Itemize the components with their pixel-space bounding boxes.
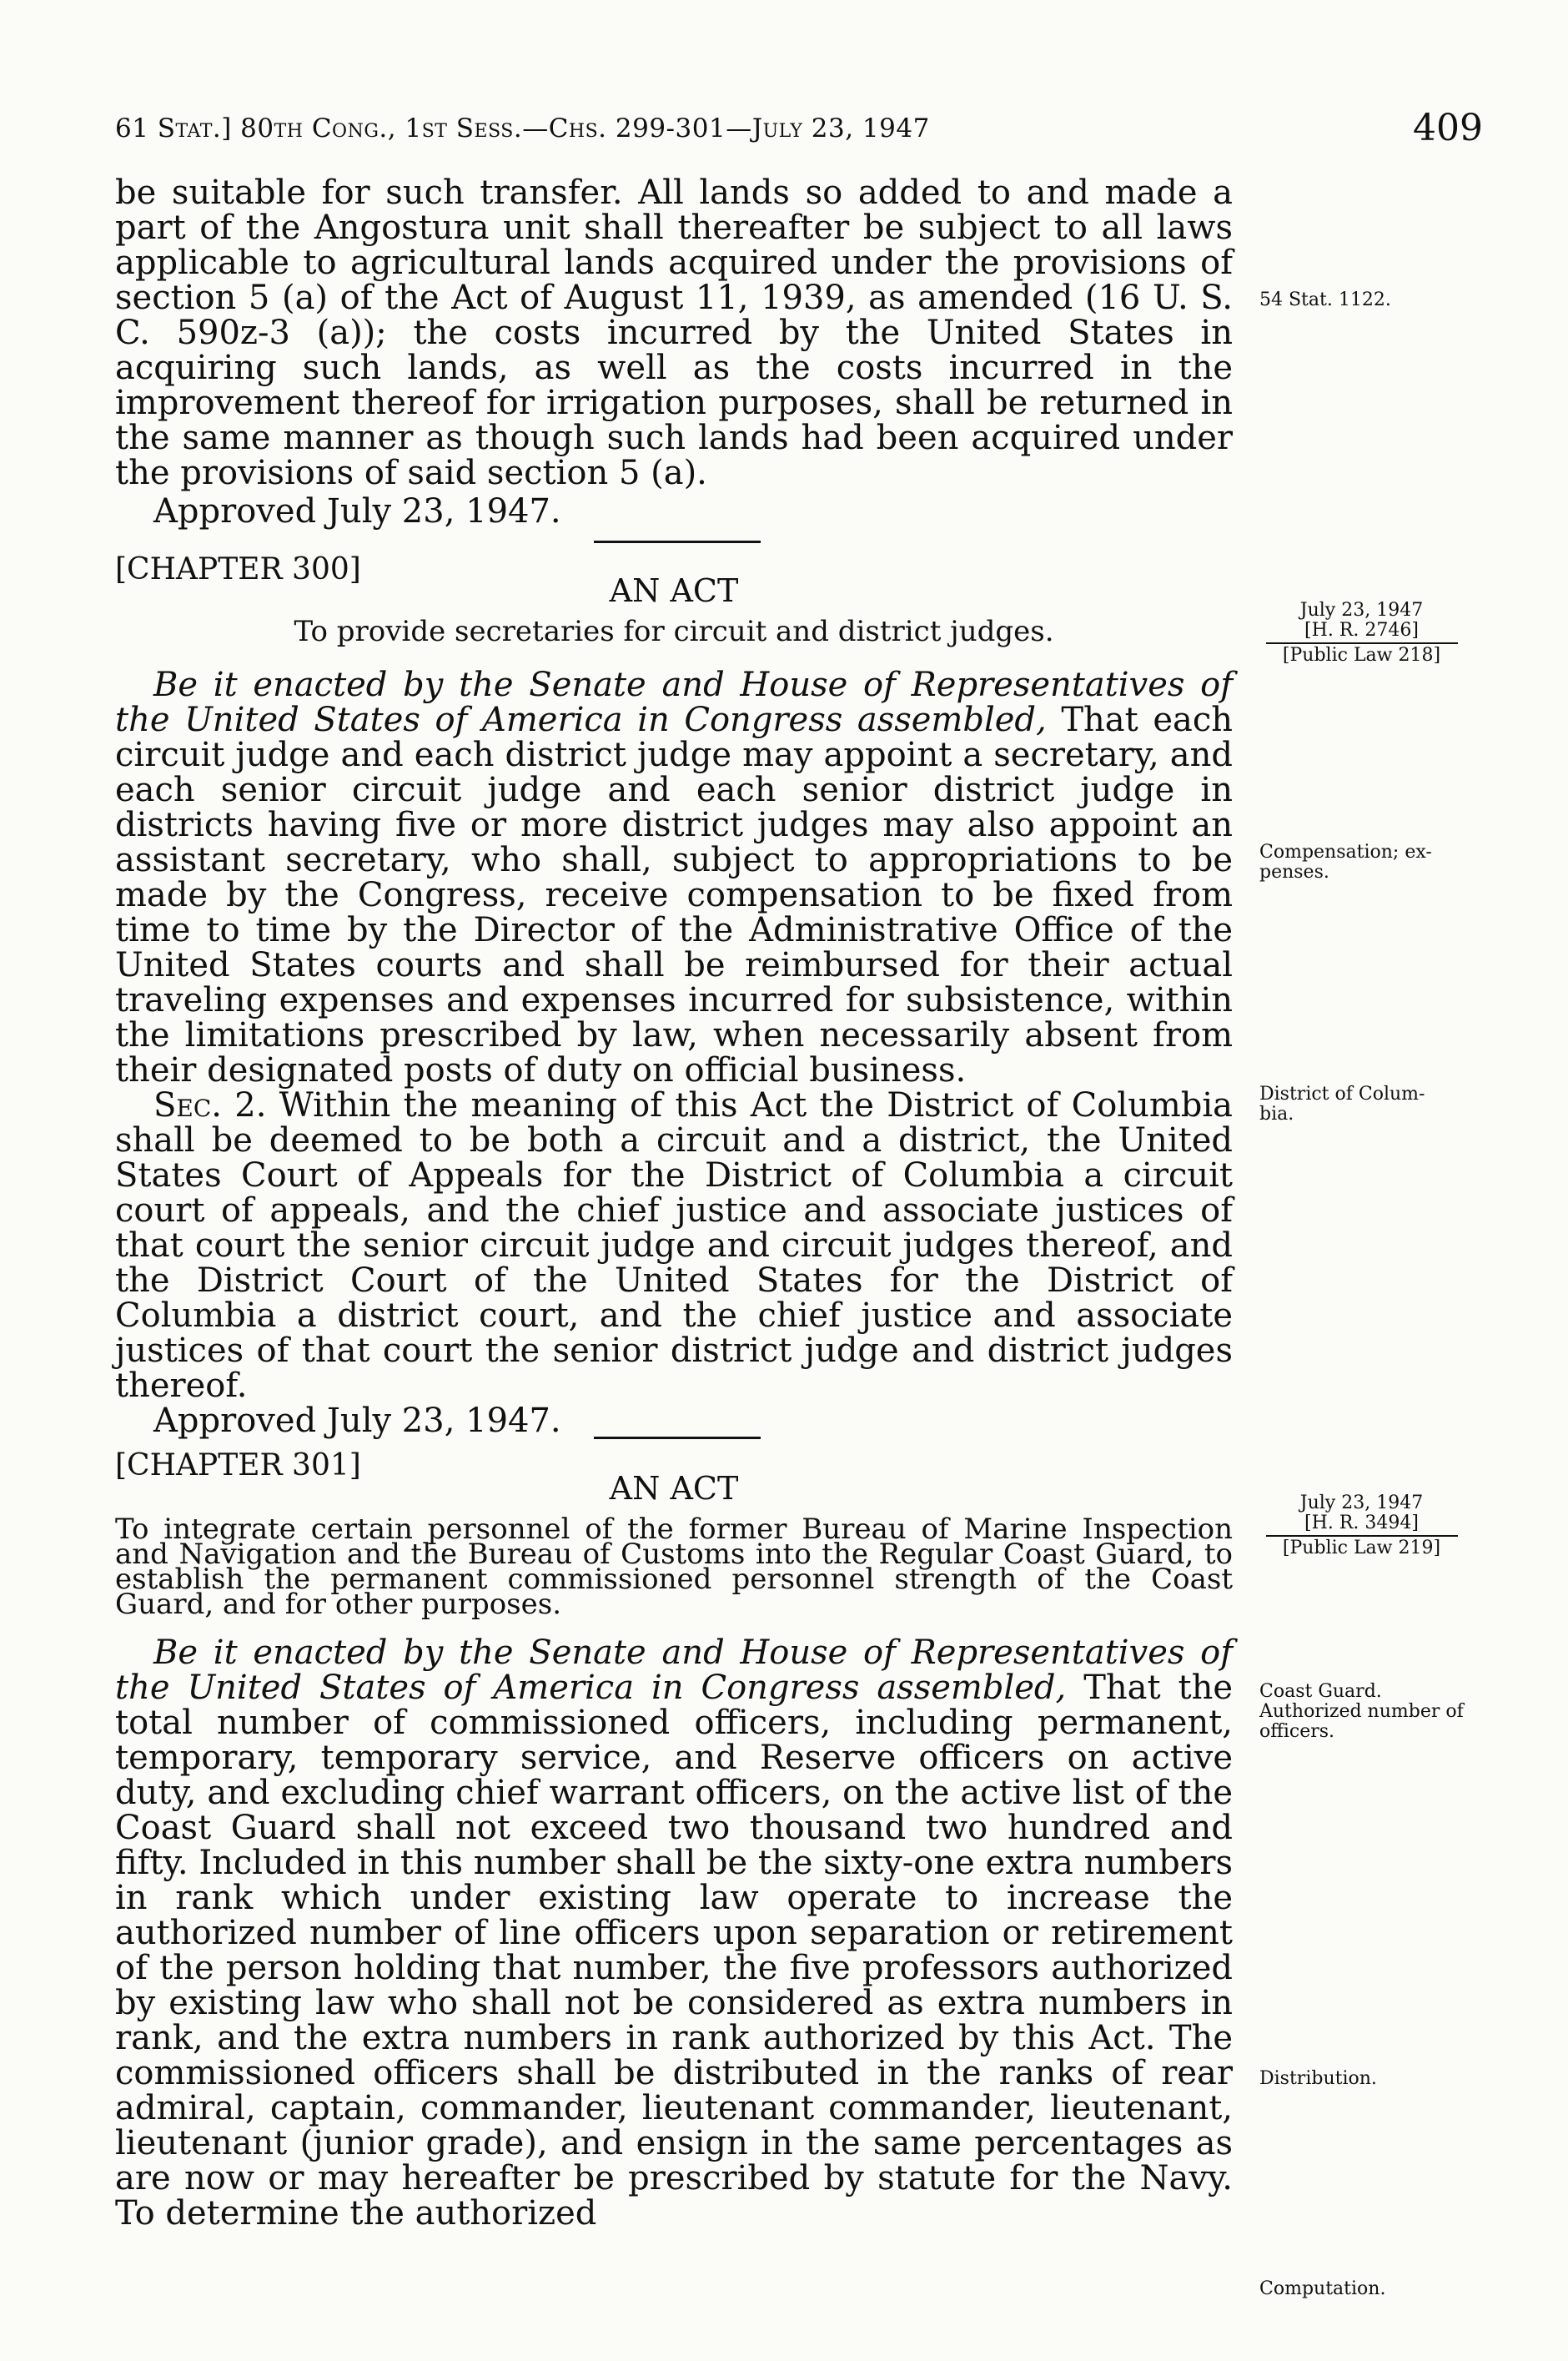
chapter-300-heading: [CHAPTER 300] <box>115 552 361 586</box>
margin-note-coast-guard <box>1259 1682 1464 1742</box>
chapter-299-continuation <box>115 175 1233 529</box>
enacting-clause: Be it enacted by the Senate and House of Representatives of the United States of America in Congress assembled, <box>115 666 1233 739</box>
chapter-300-purpose: To provide secretaries for circuit and district judges. <box>294 615 1054 648</box>
chapter-301-date: July 23, 1947 <box>1299 1493 1424 1513</box>
page-header <box>115 107 1483 157</box>
chapter-301-side-notes <box>1259 1493 1464 1558</box>
chapter-301-section-1 <box>115 1635 1233 2231</box>
chapter-300-section-2 <box>115 1088 1233 1403</box>
margin-note-stat: 54 Stat. 1122. <box>1259 289 1391 310</box>
chapter-301-purpose: To integrate certain personnel of the former Bureau of Marine Inspection and Navigation and the Bureau of Customs into the Regular Coast Guard, to establish the permanent commissioned personnel strength of the Coast Guard, and for other purposes. <box>115 1513 1233 1621</box>
section-2-text: Within the meaning of this Act the District of Columbia shall be deemed to be both a circuit and a district, the United States Court of Appeals for the District of Columbia a circuit court of appeals, and the chief justice and associate justices of that court the senior circuit judge and circuit judges thereof, and the District Court of the United States for the District of Columbia a district court, and the chief justice and associate justices of that court the senior district judge and district judges thereof. <box>115 1086 1234 1405</box>
enacting-clause: Be it enacted by the Senate and House of Representatives of the United States of America in Congress assembled, <box>115 1634 1233 1707</box>
section-1-text: That each circuit judge and each district judge may appoint a secretary, and each senior circuit judge and each senior district judge in districts having five or more district judges may also appoint an assistant secretary, who shall, subject to appropriations to be made by the Congress, receive compensation to be fixed from time to time by the Director of the Administrative Office of the United States courts and shall be reimbursed for their actual traveling expenses and expenses incurred for subsistence, within the limitations prescribed by law, when necessarily absent from their designated posts of duty on official business. <box>115 701 1233 1090</box>
chapter-301-text: That the total number of commissioned officers, including permanent, temporary, temporary service, and Reserve officers on active duty, and excluding chief warrant officers, on the active list of the Coast Guard shall not exceed two thousand two hundred and fifty. Included in this number shall be the sixty-one extra numbers in rank which under existing law operate to increase the authorized number of line officers upon separation or retirement of the person holding that number, the five professors authorized by existing law who shall not be considered as extra numbers in rank, and the extra numbers in rank authorized by this Act. The commissioned officers shall be distributed in the ranks of rear admiral, captain, commander, lieutenant commander, lieutenant, lieutenant (junior grade), and ensign in the same percentages as are now or may hereafter be prescribed by statute for the Navy. To determine the authorized <box>115 1669 1234 2233</box>
chapter-300-side-notes <box>1259 601 1464 666</box>
note-coast-guard: Coast Guard. <box>1259 1681 1382 1702</box>
margin-note-distribution: Distribution. <box>1259 2068 1377 2089</box>
chapter-301-law: [Public Law 219] <box>1282 1538 1441 1558</box>
chapter-300-body <box>115 667 1233 1438</box>
side-rule <box>1266 1535 1458 1537</box>
margin-note-compensation: Compensation; ex- penses. <box>1259 842 1432 883</box>
page-number: 409 <box>1413 107 1483 149</box>
divider-rule <box>594 1437 761 1439</box>
divider-rule <box>594 541 761 543</box>
note-authorized-number: Authorized number of officers. <box>1259 1701 1464 1742</box>
chapter-300-date: July 23, 1947 <box>1299 600 1424 621</box>
approved-line: Approved July 23, 1947. <box>153 1402 561 1440</box>
chapter-300-law: [Public Law 218] <box>1282 645 1441 666</box>
chapter-301-act-title: AN ACT <box>609 1470 739 1507</box>
section-2-label: Sec. 2. <box>153 1086 267 1125</box>
chapter-300-section-1 <box>115 667 1233 1088</box>
chapter-301-bill: [H. R. 3494] <box>1304 1513 1419 1533</box>
chapter-301-body <box>115 1635 1233 2231</box>
running-head: 61 Stat.] 80th Cong., 1st Sess.—Chs. 299-301—July 23, 1947 <box>115 113 930 143</box>
chapter-300-bill: [H. R. 2746] <box>1304 620 1419 641</box>
chapter-301-heading: [CHAPTER 301] <box>115 1448 361 1483</box>
approved-line: Approved July 23, 1947. <box>153 492 561 531</box>
margin-note-computation: Computation. <box>1259 2278 1386 2299</box>
side-rule <box>1266 642 1458 644</box>
chapter-300-act-title: AN ACT <box>609 572 739 609</box>
continuation-text: be suitable for such transfer. All lands so added to and made a part of the Angostura unit shall thereafter be subject to all laws applicable to agricultural lands acquired under the provisions of section 5 (a) of the Act of August 11, 1939, as amended (16 U. S. C. 590z-3 (a)); the costs incurred by the United States in acquiring such lands, as well as the costs incurred in the improvement thereof for irrigation purposes, shall be returned in the same manner as though such lands had been acquired under the provisions of said section 5 (a). <box>115 174 1233 492</box>
margin-note-district: District of Colum- bia. <box>1259 1084 1425 1125</box>
